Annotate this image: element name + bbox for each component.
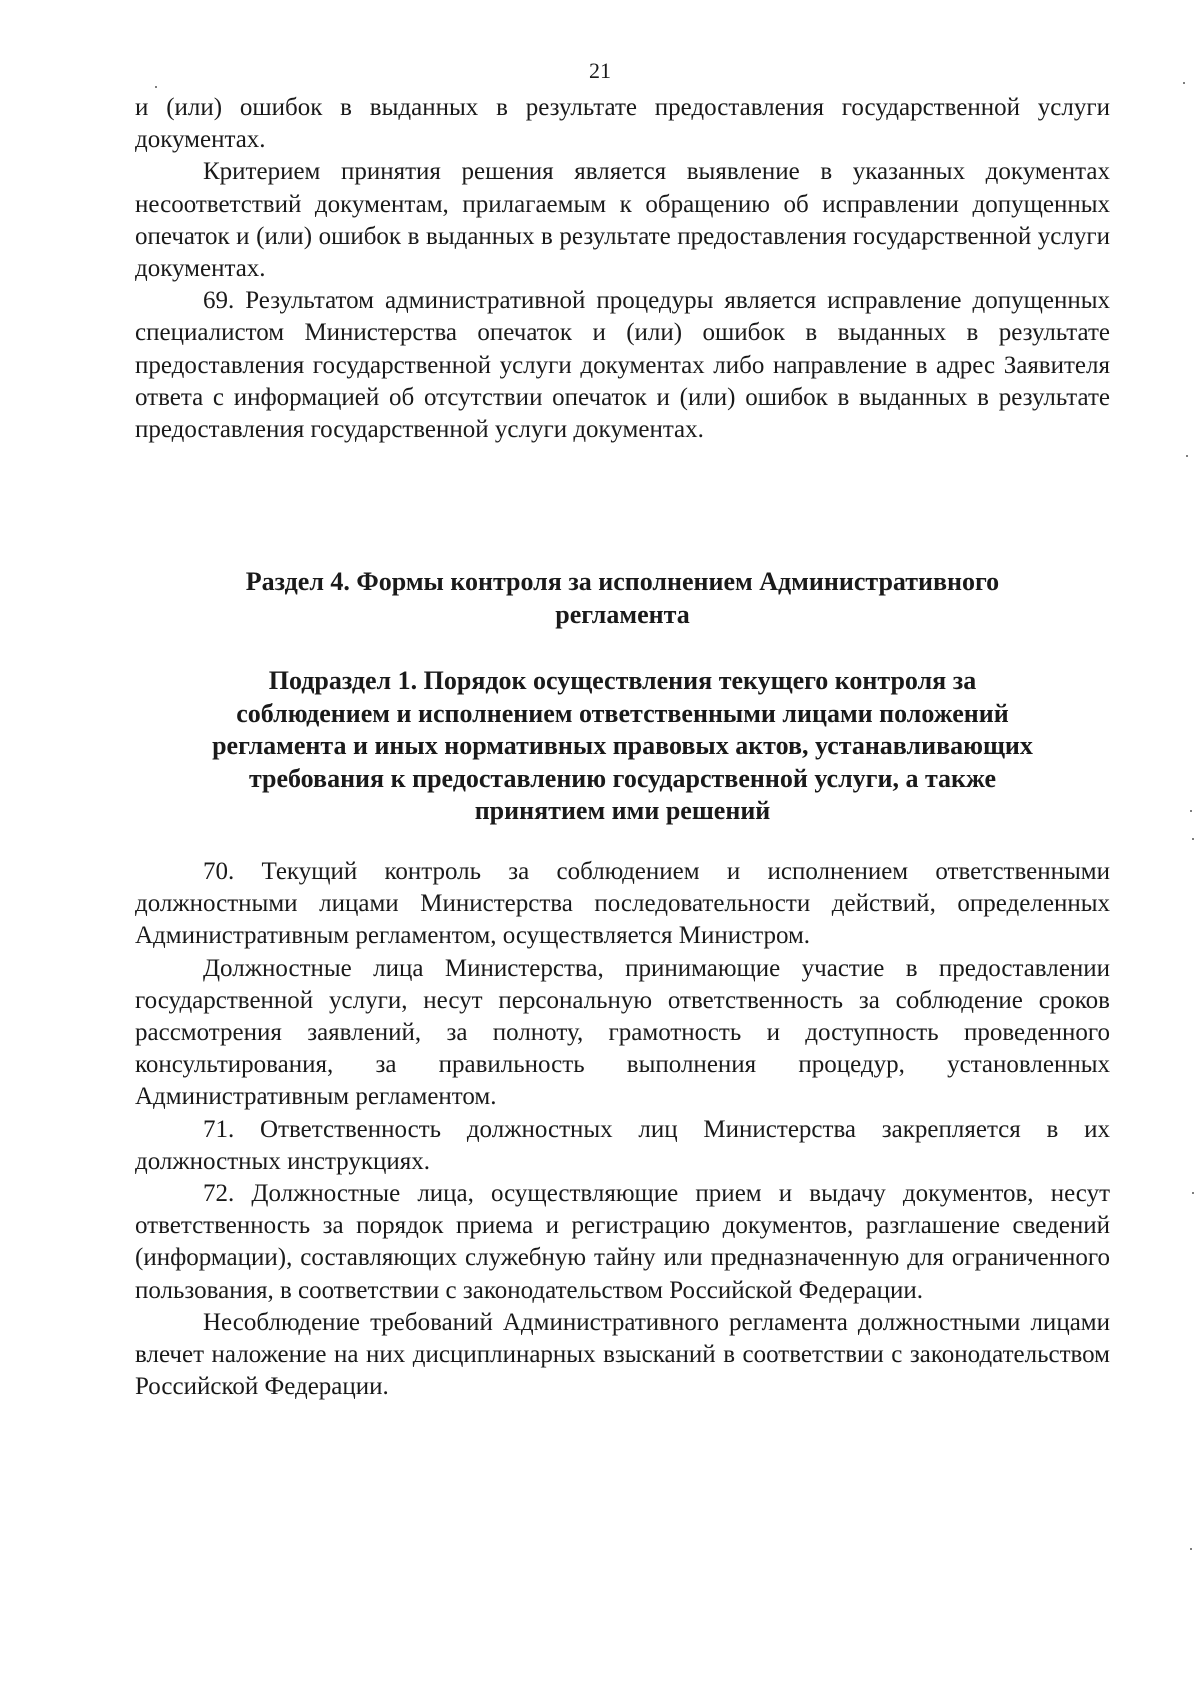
subsection-heading [135, 665, 1110, 828]
scan-speck [1192, 1192, 1194, 1194]
scan-speck [1183, 82, 1185, 84]
scan-speck [155, 86, 157, 88]
section-heading-line: регламента [555, 599, 690, 629]
scan-speck [1190, 1548, 1192, 1550]
subsection-heading-line: Подраздел 1. Порядок осуществления текущего контроля за [268, 666, 977, 695]
paragraph-continuation: и (или) ошибок в выданных в результате предоставления государственной услуги документах. [135, 94, 1110, 154]
paragraph-71: 71. Ответственность должностных лиц Министерства закрепляется в их должностных инструкциях. [135, 1115, 1110, 1175]
paragraph-criterion: Критерием принятия решения является выявление в указанных документах несоответствий документам, прилагаемым к обращению об исправлении допущенных опечаток и (или) ошибок в выданных в результате предоставления государственной услуги документах. [135, 158, 1110, 283]
bottom-text-block [135, 856, 1110, 1403]
top-text-block [135, 92, 1110, 446]
scan-speck [1186, 455, 1188, 457]
paragraph-responsibility: Должностные лица Министерства, принимающие участие в предоставлении государственной услуги, несут персональную ответственность за соблюдение сроков рассмотрения заявлений, за полноту, грамотность и доступность проведенного консультирования, за правильность выполнения процедур, установленных Административным регламентом. [135, 954, 1110, 1111]
paragraph-noncompliance: Несоблюдение требований Административного регламента должностными лицами влечет наложение на них дисциплинарных взысканий в соответствии с законодательством Российской Федерации. [135, 1308, 1110, 1401]
section-heading-line: Раздел 4. Формы контроля за исполнением Административного [245, 567, 1000, 596]
subsection-heading-line: соблюдением и исполнением ответственными лицами положений [236, 698, 1009, 728]
subsection-heading-line: регламента и иных нормативных правовых актов, устанавливающих [212, 731, 1033, 760]
page-number: 21 [589, 58, 611, 83]
paragraph-70: 70. Текущий контроль за соблюдением и исполнением ответственными должностными лицами Министерства последовательности действий, определенных Административным регламентом, осуществляется Министром. [135, 858, 1110, 950]
subsection-heading-line: требования к предоставлению государственной услуги, а также [248, 763, 997, 793]
paragraph-69: 69. Результатом административной процедуры является исправление допущенных специалистом Министерства опечаток и (или) ошибок в выданных в результате предоставления государственной услуги документах либо направление в адрес Заявителя ответа с информацией об отсутствии опечаток и (или) ошибок в выданных в результате предоставления государственной услуги документах. [135, 287, 1110, 444]
subsection-heading-line: принятием ими решений [474, 796, 771, 825]
paragraph-72: 72. Должностные лица, осуществляющие прием и выдачу документов, несут ответственность за порядок приема и регистрацию документов, разглашение сведений (информации), составляющих служебную тайну или предназначенную для ограниченного пользования, в соответствии с законодательством Российской Федерации. [135, 1180, 1110, 1304]
scan-speck [1190, 810, 1192, 812]
scan-speck [1192, 838, 1194, 840]
section-heading [135, 566, 1110, 631]
